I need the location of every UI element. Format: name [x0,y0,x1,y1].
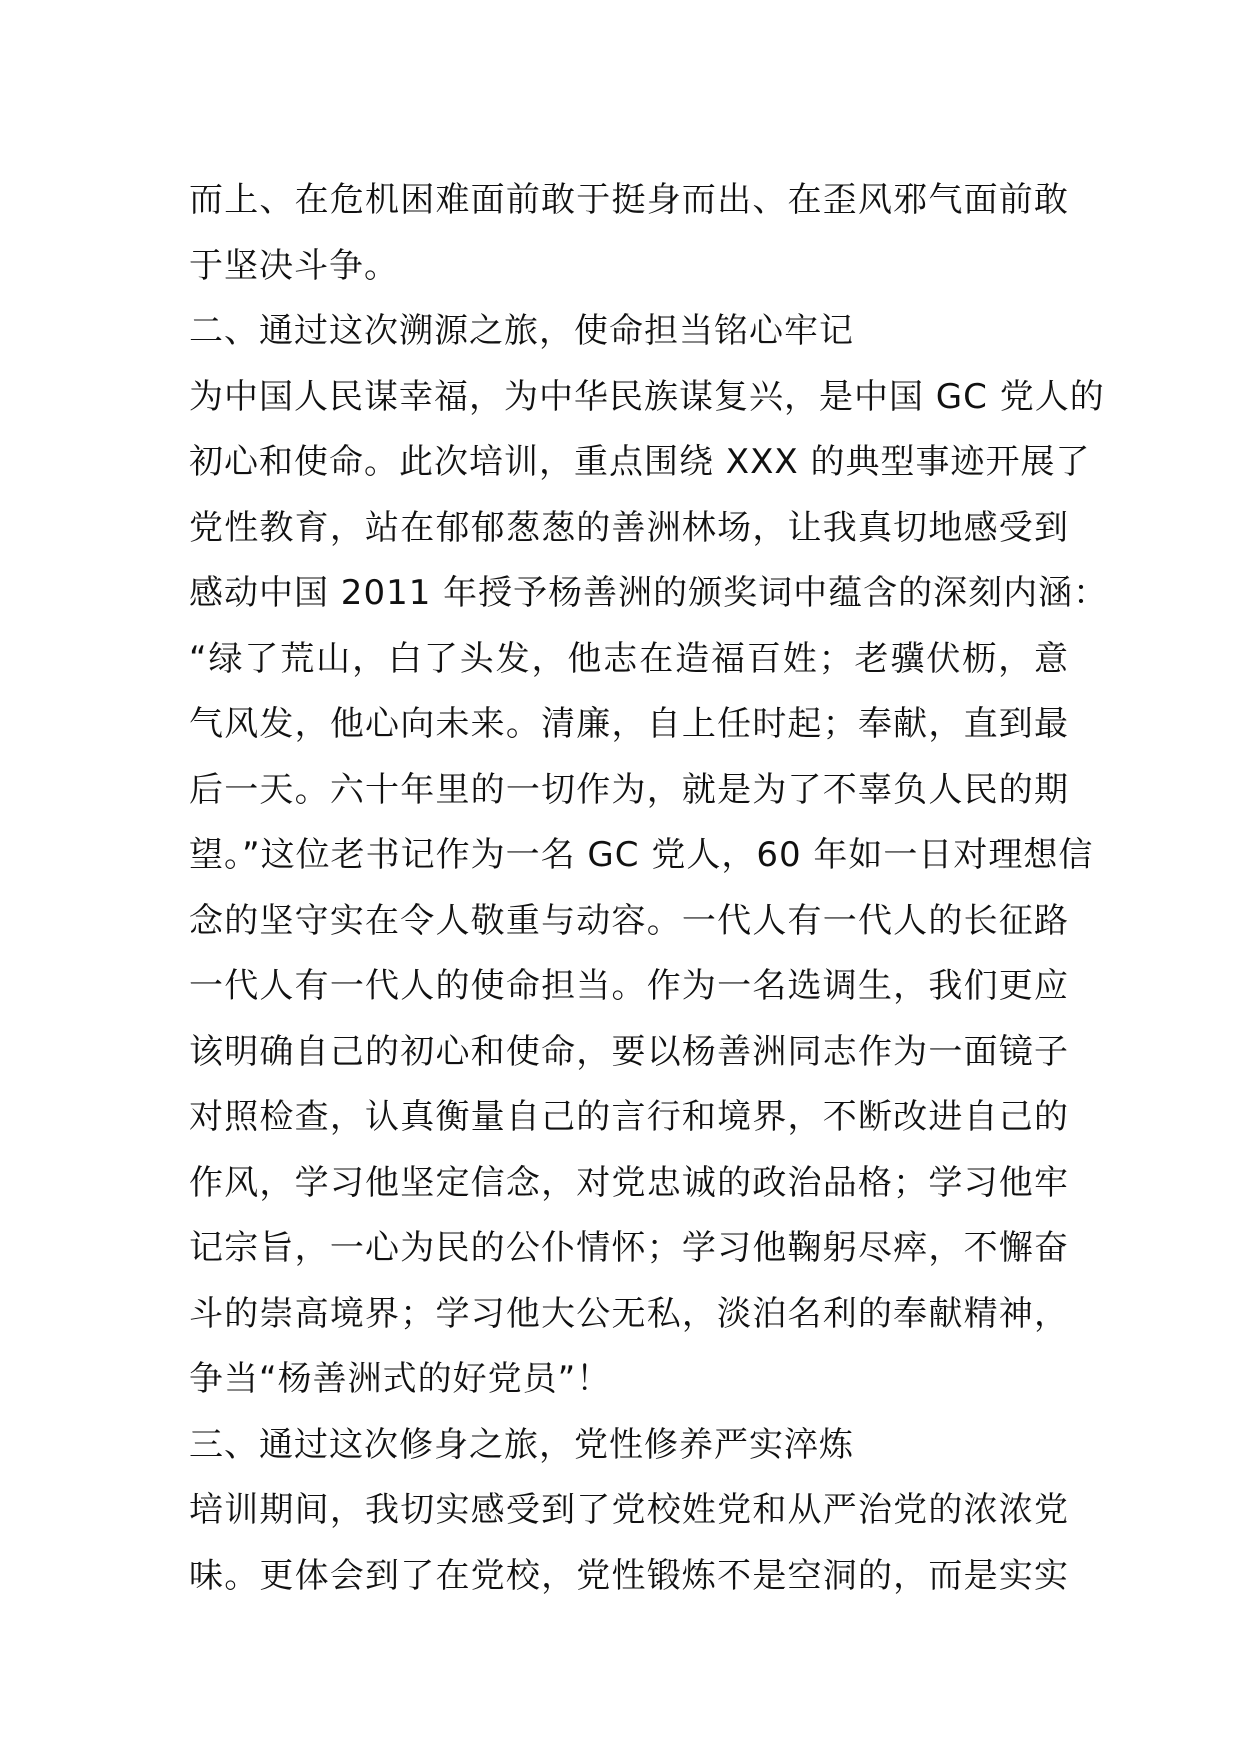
text-line: 该明确自己的初心和使命，要以杨善洲同志作为一面镜子 [189,1031,1069,1072]
text-line: 为中国人民谋幸福，为中华民族谋复兴，是中国 GC 党人的 [189,376,1105,417]
text-line: 味。更体会到了在党校，党性锻炼不是空洞的，而是实实 [189,1555,1069,1596]
text-line: 念的坚守实在令人敬重与动容。一代人有一代人的长征路 [189,900,1069,941]
text-line: 望。”这位老书记作为一名 GC 党人，60 年如一日对理想信 [189,835,1094,875]
text-line: 记宗旨，一心为民的公仆情怀；学习他鞠躬尽瘁，不懈奋 [189,1228,1069,1268]
text-line: 感动中国 2011 年授予杨善洲的颁奖词中蕴含的深刻内涵： [189,573,1109,613]
text-line: 斗的崇高境界；学习他大公无私，淡泊名利的奉献精神， [189,1293,1069,1334]
text-line: 党性教育，站在郁郁葱葱的善洲林场，让我真切地感受到 [189,507,1069,548]
section-heading: 三、通过这次修身之旅，党性修养严实淬炼 [189,1424,854,1465]
text-line: 于坚决斗争。 [189,245,399,286]
text-line: 初心和使命。此次培训，重点围绕 XXX 的典型事迹开展了 [189,442,1091,482]
text-line: “绿了荒山，白了头发，他志在造福百姓；老骥伏枥，意 [189,638,1069,679]
text-line: 争当“杨善洲式的好党员”！ [189,1359,612,1399]
text-line: 气风发，他心向未来。清廉，自上任时起；奉献，直到最 [189,704,1069,744]
text-line: 而上、在危机困难面前敢于挺身而出、在歪风邪气面前敢 [189,180,1069,220]
body-text [189,168,1109,1609]
text-line: 对照检查，认真衡量自己的言行和境界，不断改进自己的 [189,1097,1069,1137]
text-line: 培训期间，我切实感受到了党校姓党和从严治党的浓浓党 [189,1490,1069,1530]
text-line: 一代人有一代人的使命担当。作为一名选调生，我们更应 [189,966,1069,1006]
text-line: 作风，学习他坚定信念，对党忠诚的政治品格；学习他牢 [189,1162,1069,1203]
text-line: 后一天。六十年里的一切作为，就是为了不辜负人民的期 [189,769,1069,810]
section-heading: 二、通过这次溯源之旅，使命担当铭心牢记 [189,311,854,351]
